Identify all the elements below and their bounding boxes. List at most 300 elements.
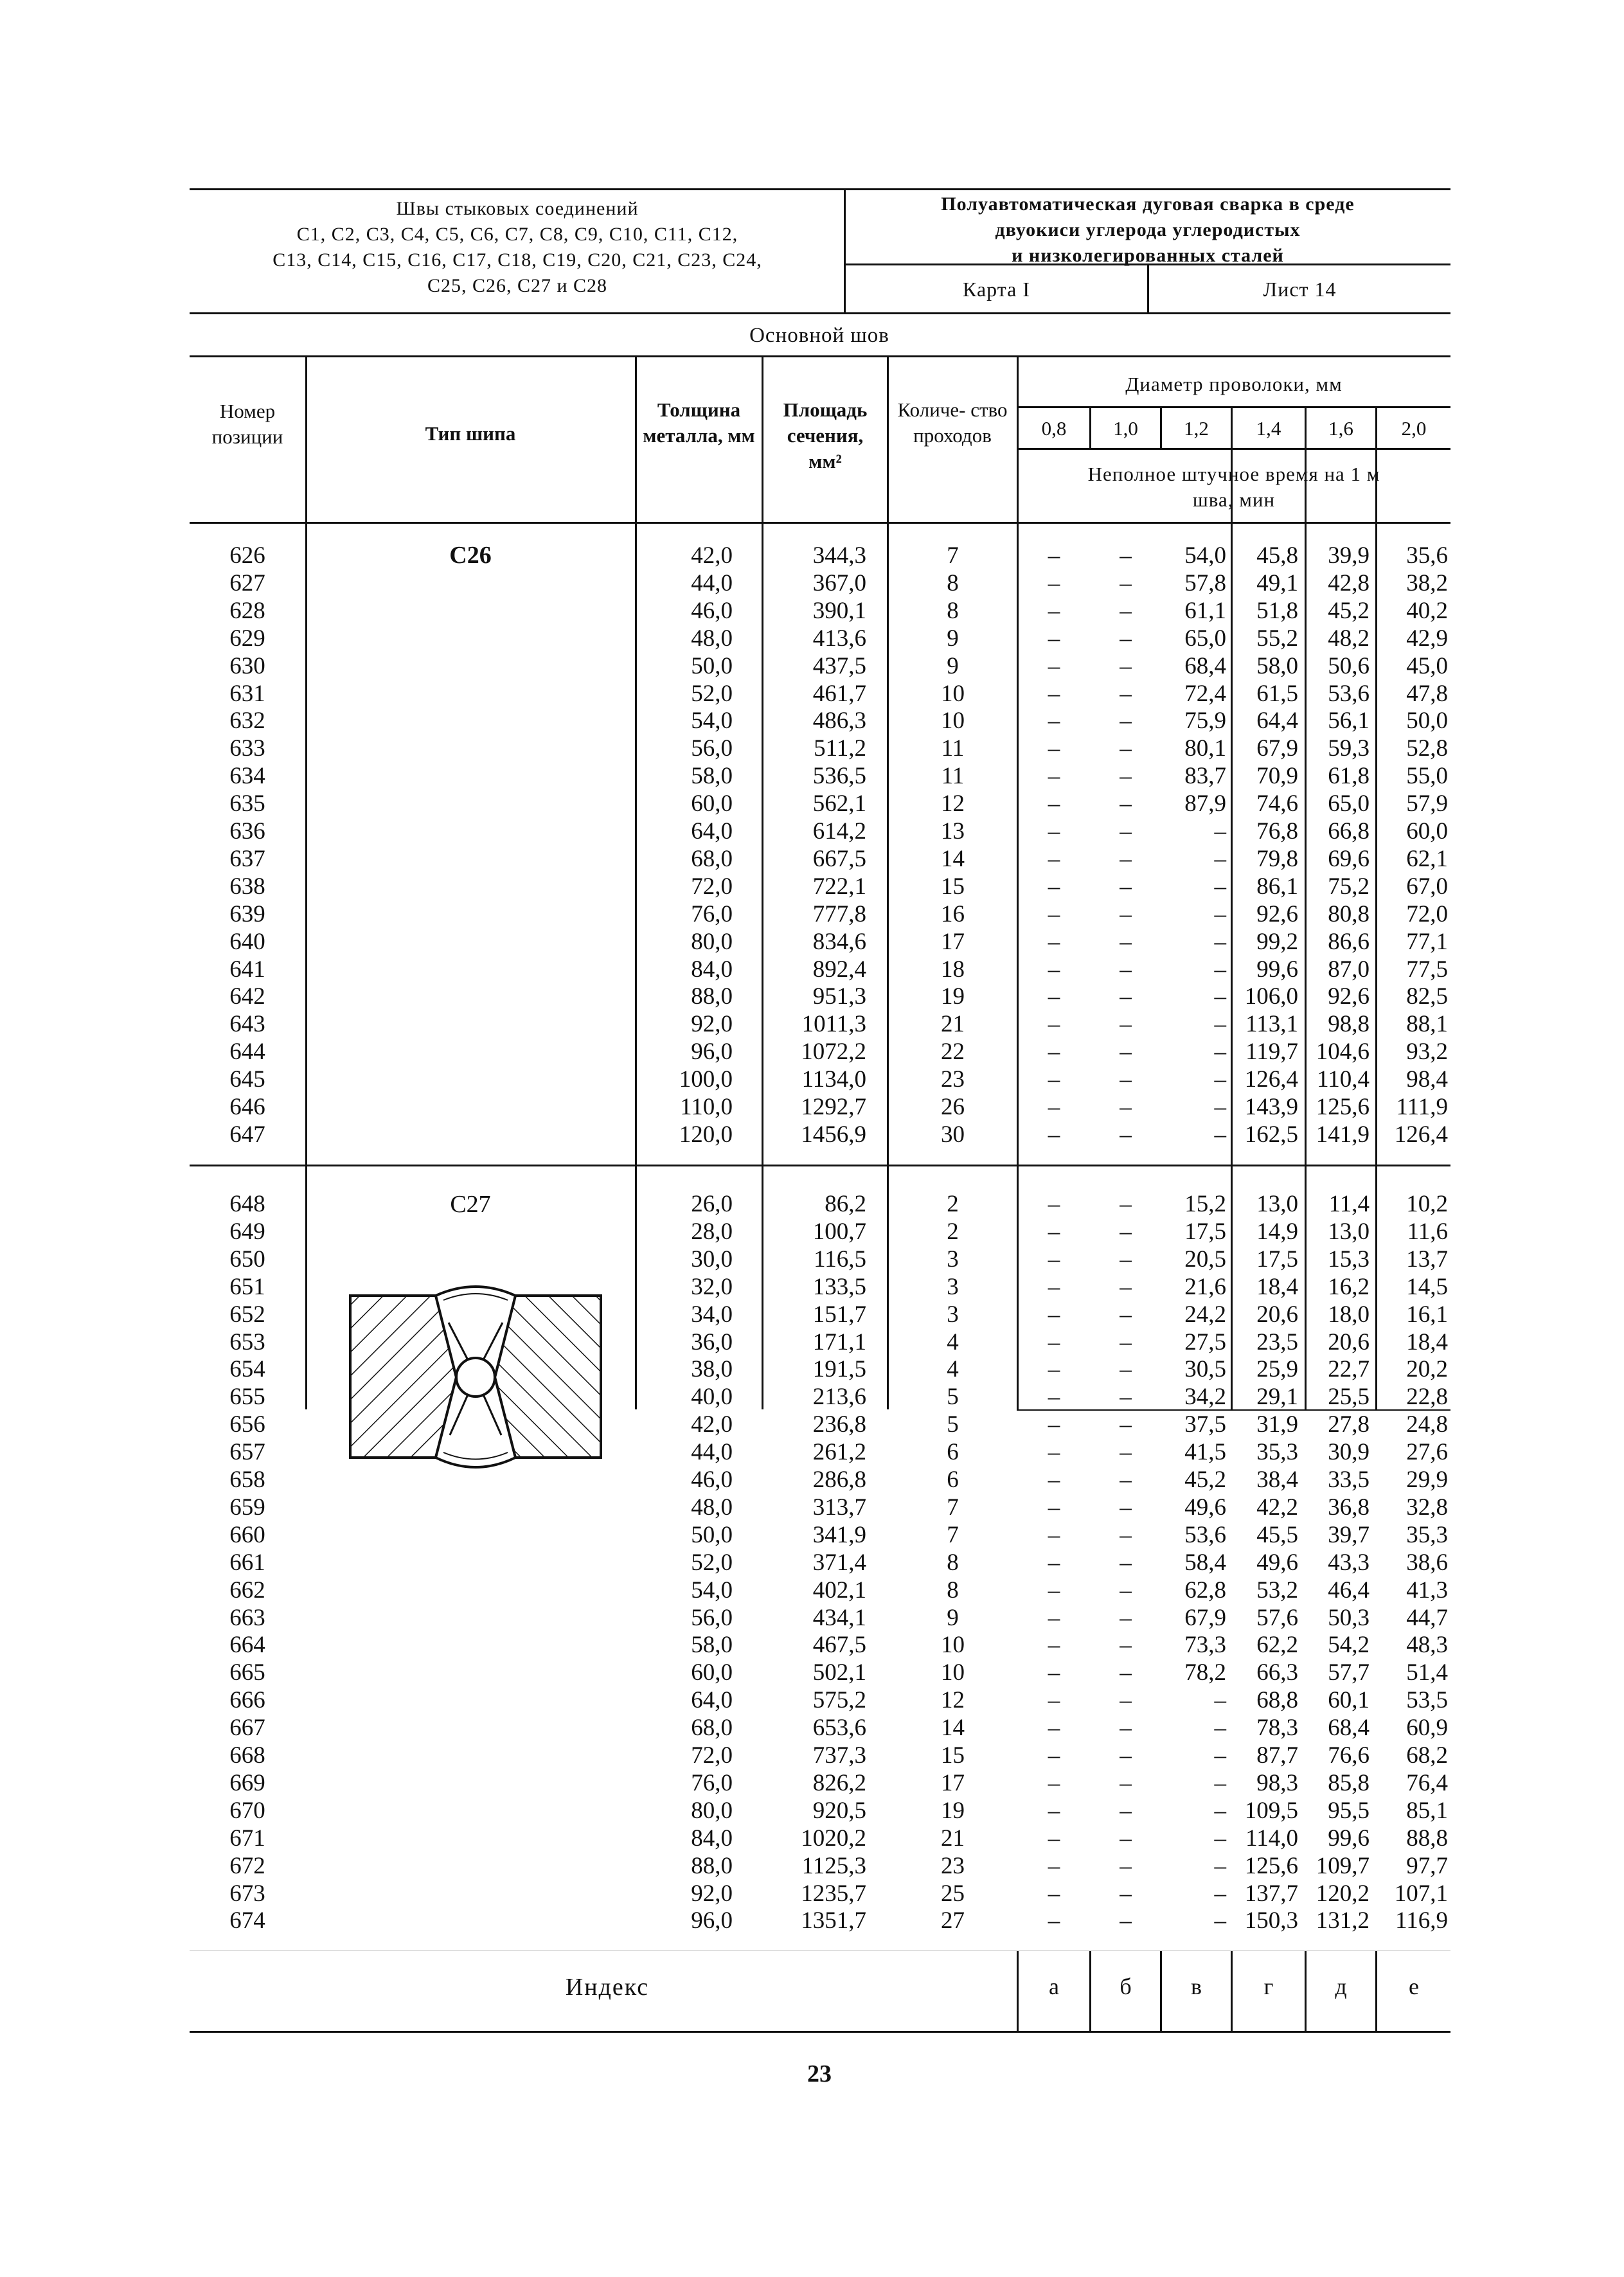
cell-passes: 13	[941, 818, 965, 844]
cell-thickness: 56,0	[691, 1604, 733, 1631]
cell-area: 834,6	[812, 928, 866, 955]
cell-position: 647	[229, 1121, 265, 1148]
cell-position: 660	[229, 1521, 265, 1548]
cell-d16: 75,2	[1328, 873, 1370, 900]
cell-position: 672	[229, 1852, 265, 1879]
cell-d14: 53,2	[1256, 1576, 1298, 1603]
cell-d14: 106,0	[1244, 983, 1298, 1010]
cell-d16: 15,3	[1328, 1246, 1370, 1272]
cell-d12: 49,6	[1184, 1494, 1226, 1521]
cell-position: 662	[229, 1576, 265, 1603]
cell-d14: 20,6	[1256, 1301, 1298, 1328]
cell-area: 461,7	[812, 680, 866, 707]
cell-d08: –	[1048, 1411, 1060, 1438]
cell-area: 653,6	[812, 1715, 866, 1742]
cell-d16: 125,6	[1316, 1094, 1370, 1120]
cell-d12: –	[1214, 1066, 1226, 1093]
cell-d12: –	[1214, 1852, 1226, 1879]
cell-d14: 150,3	[1244, 1907, 1298, 1934]
cell-d14: 29,1	[1256, 1384, 1298, 1411]
cell-d16: 25,5	[1328, 1384, 1370, 1411]
cell-d20: 35,3	[1406, 1521, 1448, 1548]
cell-passes: 11	[941, 735, 965, 762]
cell-thickness: 84,0	[691, 956, 733, 983]
cell-d16: 13,0	[1328, 1218, 1370, 1245]
cell-d20: 32,8	[1406, 1494, 1448, 1521]
diameter-bottom-rule	[1017, 448, 1450, 450]
cell-d08: –	[1048, 1880, 1060, 1907]
cell-passes: 10	[941, 1659, 965, 1686]
cell-d10: –	[1120, 1273, 1132, 1300]
cell-d08: –	[1048, 1301, 1060, 1328]
diameter-top-rule	[1017, 406, 1450, 408]
cell-passes: 5	[947, 1411, 959, 1438]
cell-d20: 27,6	[1406, 1439, 1448, 1466]
cell-d16: 60,1	[1328, 1687, 1370, 1714]
cell-d10: –	[1120, 1121, 1132, 1148]
cell-d14: 18,4	[1256, 1273, 1298, 1300]
cell-d08: –	[1048, 763, 1060, 790]
cell-thickness: 64,0	[691, 818, 733, 844]
cell-position: 637	[229, 845, 265, 872]
cell-d16: 120,2	[1316, 1880, 1370, 1907]
cell-thickness: 28,0	[691, 1218, 733, 1245]
diameter-0-8: 0,8	[1041, 417, 1067, 440]
cell-area: 1456,9	[801, 1121, 866, 1148]
cell-d14: 162,5	[1244, 1121, 1298, 1148]
cell-d12: –	[1214, 1825, 1226, 1852]
time-header: Неполное штучное время на 1 м шва, мин	[1087, 463, 1380, 511]
cell-d20: 76,4	[1406, 1769, 1448, 1796]
cell-passes: 8	[947, 597, 959, 624]
cell-d10: –	[1120, 542, 1132, 569]
cell-position: 635	[229, 790, 265, 817]
cell-d20: 11,6	[1407, 1218, 1448, 1245]
cell-d08: –	[1048, 1384, 1060, 1411]
cell-thickness: 88,0	[691, 983, 733, 1010]
cell-d10: –	[1120, 1439, 1132, 1466]
cell-thickness: 76,0	[691, 900, 733, 927]
weld-joint-c27-drawing	[347, 1284, 604, 1470]
cell-passes: 15	[941, 873, 965, 900]
cell-d08: –	[1048, 1852, 1060, 1879]
cell-d14: 23,5	[1256, 1328, 1298, 1355]
col-thickness-header: Толщина металла, мм	[643, 398, 755, 447]
cell-d08: –	[1048, 1825, 1060, 1852]
cell-passes: 19	[941, 1797, 965, 1824]
header-divider	[844, 188, 846, 314]
cell-position: 649	[229, 1218, 265, 1245]
cell-passes: 7	[947, 1494, 959, 1521]
cell-d16: 141,9	[1316, 1121, 1370, 1148]
cell-area: 1020,2	[801, 1825, 866, 1852]
cell-d10: –	[1120, 1411, 1132, 1438]
cell-d12: –	[1214, 900, 1226, 927]
cell-position: 673	[229, 1880, 265, 1907]
cell-d20: 41,3	[1406, 1576, 1448, 1603]
cell-position: 651	[229, 1273, 265, 1300]
cell-thickness: 38,0	[691, 1356, 733, 1383]
cell-d20: 93,2	[1406, 1039, 1448, 1066]
cell-area: 313,7	[812, 1494, 866, 1521]
cell-thickness: 76,0	[691, 1769, 733, 1796]
cell-thickness: 50,0	[691, 652, 733, 679]
cell-passes: 26	[941, 1094, 965, 1120]
cell-d16: 85,8	[1328, 1769, 1370, 1796]
cell-d16: 43,3	[1328, 1549, 1370, 1576]
cell-d14: 74,6	[1256, 790, 1298, 817]
cell-d16: 50,3	[1328, 1604, 1370, 1631]
cell-thickness: 42,0	[691, 542, 733, 569]
cell-d08: –	[1048, 1521, 1060, 1548]
header-right-line: двуокиси углерода углеродистых	[995, 219, 1301, 240]
cell-area: 951,3	[812, 983, 866, 1010]
cell-thickness: 48,0	[691, 1494, 733, 1521]
cell-d14: 42,2	[1256, 1494, 1298, 1521]
cell-d12: –	[1214, 845, 1226, 872]
cell-area: 486,3	[812, 708, 866, 735]
cell-d10: –	[1120, 1742, 1132, 1769]
cell-d10: –	[1120, 1907, 1132, 1934]
cell-passes: 8	[947, 1549, 959, 1576]
cell-passes: 14	[941, 845, 965, 872]
header-left-line: С13, С14, С15, С16, С17, С18, С19, С20, С21, С23, С24,	[272, 249, 762, 271]
cell-passes: 8	[947, 1576, 959, 1603]
cell-area: 100,7	[812, 1218, 866, 1245]
cell-d12: 34,2	[1184, 1384, 1226, 1411]
cell-d16: 39,9	[1328, 542, 1370, 569]
cell-d12: 61,1	[1184, 597, 1226, 624]
cell-area: 133,5	[812, 1273, 866, 1300]
cell-d10: –	[1120, 1066, 1132, 1093]
cell-area: 1235,7	[801, 1880, 866, 1907]
cell-position: 653	[229, 1328, 265, 1355]
cell-area: 1351,7	[801, 1907, 866, 1934]
cell-d20: 29,9	[1406, 1467, 1448, 1493]
cell-passes: 9	[947, 1604, 959, 1631]
cell-thickness: 30,0	[691, 1246, 733, 1272]
cell-d10: –	[1120, 1521, 1132, 1548]
header-top-rule	[190, 188, 1450, 190]
header-card-divider	[1147, 263, 1149, 314]
cell-d16: 54,2	[1328, 1632, 1370, 1659]
cell-d16: 11,4	[1328, 1191, 1370, 1217]
cell-d20: 98,4	[1406, 1066, 1448, 1093]
cell-d10: –	[1120, 1604, 1132, 1631]
cell-d08: –	[1048, 1066, 1060, 1093]
cell-thickness: 42,0	[691, 1411, 733, 1438]
cell-d10: –	[1120, 1576, 1132, 1603]
cell-area: 151,7	[812, 1301, 866, 1328]
cell-d08: –	[1048, 1494, 1060, 1521]
cell-d14: 68,8	[1256, 1687, 1298, 1714]
cell-d08: –	[1048, 1328, 1060, 1355]
cell-d10: –	[1120, 1218, 1132, 1245]
cell-d12: 17,5	[1184, 1218, 1226, 1245]
diameter-1-0: 1,0	[1113, 417, 1138, 440]
cell-d20: 13,7	[1406, 1246, 1448, 1272]
cell-d20: 38,2	[1406, 569, 1448, 596]
cell-d10: –	[1120, 708, 1132, 735]
index-v: в	[1191, 1974, 1202, 1999]
cell-d20: 42,9	[1406, 625, 1448, 652]
cell-d14: 38,4	[1256, 1467, 1298, 1493]
cell-area: 261,2	[812, 1439, 866, 1466]
cell-d16: 95,5	[1328, 1797, 1370, 1824]
cell-d14: 113,1	[1245, 1011, 1298, 1038]
cell-d14: 66,3	[1256, 1659, 1298, 1686]
cell-passes: 9	[947, 625, 959, 652]
cell-d20: 116,9	[1395, 1907, 1448, 1934]
cell-position: 664	[229, 1632, 265, 1659]
cell-d10: –	[1120, 680, 1132, 707]
cell-position: 655	[229, 1384, 265, 1411]
index-e: е	[1409, 1974, 1419, 1999]
cell-d14: 98,3	[1256, 1769, 1298, 1796]
header-right-line: Полуавтоматическая дуговая сварка в среде	[941, 193, 1355, 215]
cell-d14: 45,5	[1256, 1521, 1298, 1548]
cell-d14: 99,6	[1256, 956, 1298, 983]
cell-d14: 45,8	[1256, 542, 1298, 569]
cell-d16: 69,6	[1328, 845, 1370, 872]
index-label: Индекс	[565, 1974, 650, 2001]
cell-d16: 48,2	[1328, 625, 1370, 652]
index-d: д	[1335, 1974, 1347, 1999]
cell-d12: –	[1214, 818, 1226, 844]
cell-d10: –	[1120, 1825, 1132, 1852]
diameter-1-2: 1,2	[1184, 417, 1209, 440]
cell-d08: –	[1048, 1549, 1060, 1576]
cell-area: 286,8	[812, 1467, 866, 1493]
cell-d12: 87,9	[1184, 790, 1226, 817]
sheet-label: Лист 14	[1263, 278, 1337, 301]
cell-area: 171,1	[812, 1328, 866, 1355]
cell-d16: 45,2	[1328, 597, 1370, 624]
cell-d12: 62,8	[1184, 1576, 1226, 1603]
cell-d16: 30,9	[1328, 1439, 1370, 1466]
cell-d16: 99,6	[1328, 1825, 1370, 1852]
cell-d08: –	[1048, 1094, 1060, 1120]
cell-d16: 59,3	[1328, 735, 1370, 762]
cell-position: 665	[229, 1659, 265, 1686]
cell-d08: –	[1048, 1121, 1060, 1148]
cell-d20: 44,7	[1406, 1604, 1448, 1631]
cell-passes: 3	[947, 1246, 959, 1272]
cell-area: 344,3	[812, 542, 866, 569]
cell-d16: 18,0	[1328, 1301, 1370, 1328]
cell-d10: –	[1120, 1494, 1132, 1521]
cell-thickness: 72,0	[691, 1742, 733, 1769]
cell-d14: 99,2	[1256, 928, 1298, 955]
cell-d08: –	[1048, 1273, 1060, 1300]
cell-d16: 87,0	[1328, 956, 1370, 983]
cell-position: 661	[229, 1549, 265, 1576]
cell-d16: 109,7	[1316, 1852, 1370, 1879]
cell-d14: 57,6	[1256, 1604, 1298, 1631]
cell-d10: –	[1120, 818, 1132, 844]
cell-d08: –	[1048, 928, 1060, 955]
cell-area: 367,0	[812, 569, 866, 596]
cell-d10: –	[1120, 873, 1132, 900]
cell-d20: 60,0	[1406, 818, 1448, 844]
cell-d14: 14,9	[1256, 1218, 1298, 1245]
cell-thickness: 44,0	[691, 569, 733, 596]
cell-d20: 52,8	[1406, 735, 1448, 762]
cell-d10: –	[1120, 1467, 1132, 1493]
cell-passes: 3	[947, 1301, 959, 1328]
cell-passes: 7	[947, 1521, 959, 1548]
cell-passes: 15	[941, 1742, 965, 1769]
cell-area: 575,2	[812, 1687, 866, 1714]
col-area-header: Площадь сечения, мм²	[783, 398, 868, 472]
cell-position: 666	[229, 1687, 265, 1714]
cell-d16: 98,8	[1328, 1011, 1370, 1038]
cell-area: 502,1	[812, 1659, 866, 1686]
cell-d20: 111,9	[1396, 1094, 1448, 1120]
cell-d16: 131,2	[1316, 1907, 1370, 1934]
cell-area: 737,3	[812, 1742, 866, 1769]
cell-d14: 78,3	[1256, 1715, 1298, 1742]
cell-d08: –	[1048, 1439, 1060, 1466]
cell-area: 213,6	[812, 1384, 866, 1411]
cell-d14: 61,5	[1256, 680, 1298, 707]
cell-d20: 60,9	[1406, 1715, 1448, 1742]
cell-position: 671	[229, 1825, 265, 1852]
cell-d16: 104,6	[1316, 1039, 1370, 1066]
cell-passes: 10	[941, 680, 965, 707]
cell-position: 634	[229, 763, 265, 790]
cell-d08: –	[1048, 1011, 1060, 1038]
cell-d14: 79,8	[1256, 845, 1298, 872]
cell-d10: –	[1120, 763, 1132, 790]
cell-d10: –	[1120, 1769, 1132, 1796]
cell-d16: 53,6	[1328, 680, 1370, 707]
cell-d14: 87,7	[1256, 1742, 1298, 1769]
cell-area: 191,5	[812, 1356, 866, 1383]
cell-thickness: 92,0	[691, 1011, 733, 1038]
cell-d14: 119,7	[1245, 1039, 1298, 1066]
cell-d14: 86,1	[1256, 873, 1298, 900]
cell-passes: 3	[947, 1273, 959, 1300]
cell-position: 640	[229, 928, 265, 955]
cell-d08: –	[1048, 956, 1060, 983]
cell-d08: –	[1048, 625, 1060, 652]
cell-d08: –	[1048, 900, 1060, 927]
cell-d14: 35,3	[1256, 1439, 1298, 1466]
cell-d20: 40,2	[1406, 597, 1448, 624]
cell-position: 658	[229, 1467, 265, 1493]
cell-d14: 70,9	[1256, 763, 1298, 790]
cell-thickness: 56,0	[691, 735, 733, 762]
cell-passes: 14	[941, 1715, 965, 1742]
cell-area: 920,5	[812, 1797, 866, 1824]
cell-d16: 92,6	[1328, 983, 1370, 1010]
cell-position: 663	[229, 1604, 265, 1631]
cell-d10: –	[1120, 1632, 1132, 1659]
cell-d10: –	[1120, 735, 1132, 762]
cell-d14: 137,7	[1244, 1880, 1298, 1907]
cell-d12: 15,2	[1184, 1191, 1226, 1217]
group-separator-rule	[190, 1165, 1450, 1166]
cell-d08: –	[1048, 652, 1060, 679]
cell-d10: –	[1120, 928, 1132, 955]
cell-thickness: 60,0	[691, 1659, 733, 1686]
cell-d20: 77,1	[1406, 928, 1448, 955]
cell-d12: 41,5	[1184, 1439, 1226, 1466]
cell-d20: 14,5	[1406, 1273, 1448, 1300]
cell-d08: –	[1048, 1218, 1060, 1245]
cell-d10: –	[1120, 569, 1132, 596]
cell-d12: 45,2	[1184, 1467, 1226, 1493]
cell-d08: –	[1048, 873, 1060, 900]
cell-thickness: 32,0	[691, 1273, 733, 1300]
cell-d08: –	[1048, 1467, 1060, 1493]
cell-d10: –	[1120, 1246, 1132, 1272]
cell-thickness: 36,0	[691, 1328, 733, 1355]
cell-passes: 2	[947, 1191, 959, 1217]
cell-d20: 55,0	[1406, 763, 1448, 790]
cell-thickness: 52,0	[691, 1549, 733, 1576]
cell-thickness: 34,0	[691, 1301, 733, 1328]
cell-thickness: 46,0	[691, 597, 733, 624]
cell-d20: 62,1	[1406, 845, 1448, 872]
cell-area: 390,1	[812, 597, 866, 624]
cell-d14: 17,5	[1256, 1246, 1298, 1272]
cell-d12: 54,0	[1184, 542, 1226, 569]
cell-d12: 83,7	[1184, 763, 1226, 790]
cell-d20: 97,7	[1406, 1852, 1448, 1879]
cell-position: 639	[229, 900, 265, 927]
page-number: 23	[807, 2060, 832, 2087]
cell-d10: –	[1120, 1549, 1132, 1576]
cell-d12: 73,3	[1184, 1632, 1226, 1659]
cell-d20: 88,8	[1406, 1825, 1448, 1852]
cell-passes: 16	[941, 900, 965, 927]
cell-position: 667	[229, 1715, 265, 1742]
cell-position: 648	[229, 1191, 265, 1217]
cell-passes: 25	[941, 1880, 965, 1907]
cell-d12: 27,5	[1184, 1328, 1226, 1355]
card-label: Карта I	[963, 278, 1030, 301]
cell-passes: 17	[941, 928, 965, 955]
cell-d14: 76,8	[1256, 818, 1298, 844]
cell-passes: 6	[947, 1439, 959, 1466]
cell-d08: –	[1048, 1769, 1060, 1796]
cell-d08: –	[1048, 790, 1060, 817]
cell-d14: 49,1	[1256, 569, 1298, 596]
cell-thickness: 58,0	[691, 763, 733, 790]
cell-d20: 18,4	[1406, 1328, 1448, 1355]
col-passes-header: Количе- ство проходов	[897, 398, 1008, 447]
cell-d16: 50,6	[1328, 652, 1370, 679]
table-header-bottom-rule	[190, 522, 1450, 524]
cell-position: 627	[229, 569, 265, 596]
cell-d16: 27,8	[1328, 1411, 1370, 1438]
cell-position: 652	[229, 1301, 265, 1328]
cell-d12: –	[1214, 1769, 1226, 1796]
cell-position: 670	[229, 1797, 265, 1824]
diameter-1-4: 1,4	[1256, 417, 1281, 440]
cell-passes: 11	[941, 763, 965, 790]
cell-d10: –	[1120, 845, 1132, 872]
cell-d08: –	[1048, 1907, 1060, 1934]
cell-area: 116,5	[814, 1246, 866, 1272]
cell-d10: –	[1120, 900, 1132, 927]
cell-passes: 27	[941, 1907, 965, 1934]
cell-d20: 68,2	[1406, 1742, 1448, 1769]
diameter-2-0: 2,0	[1401, 417, 1427, 440]
cell-passes: 18	[941, 956, 965, 983]
